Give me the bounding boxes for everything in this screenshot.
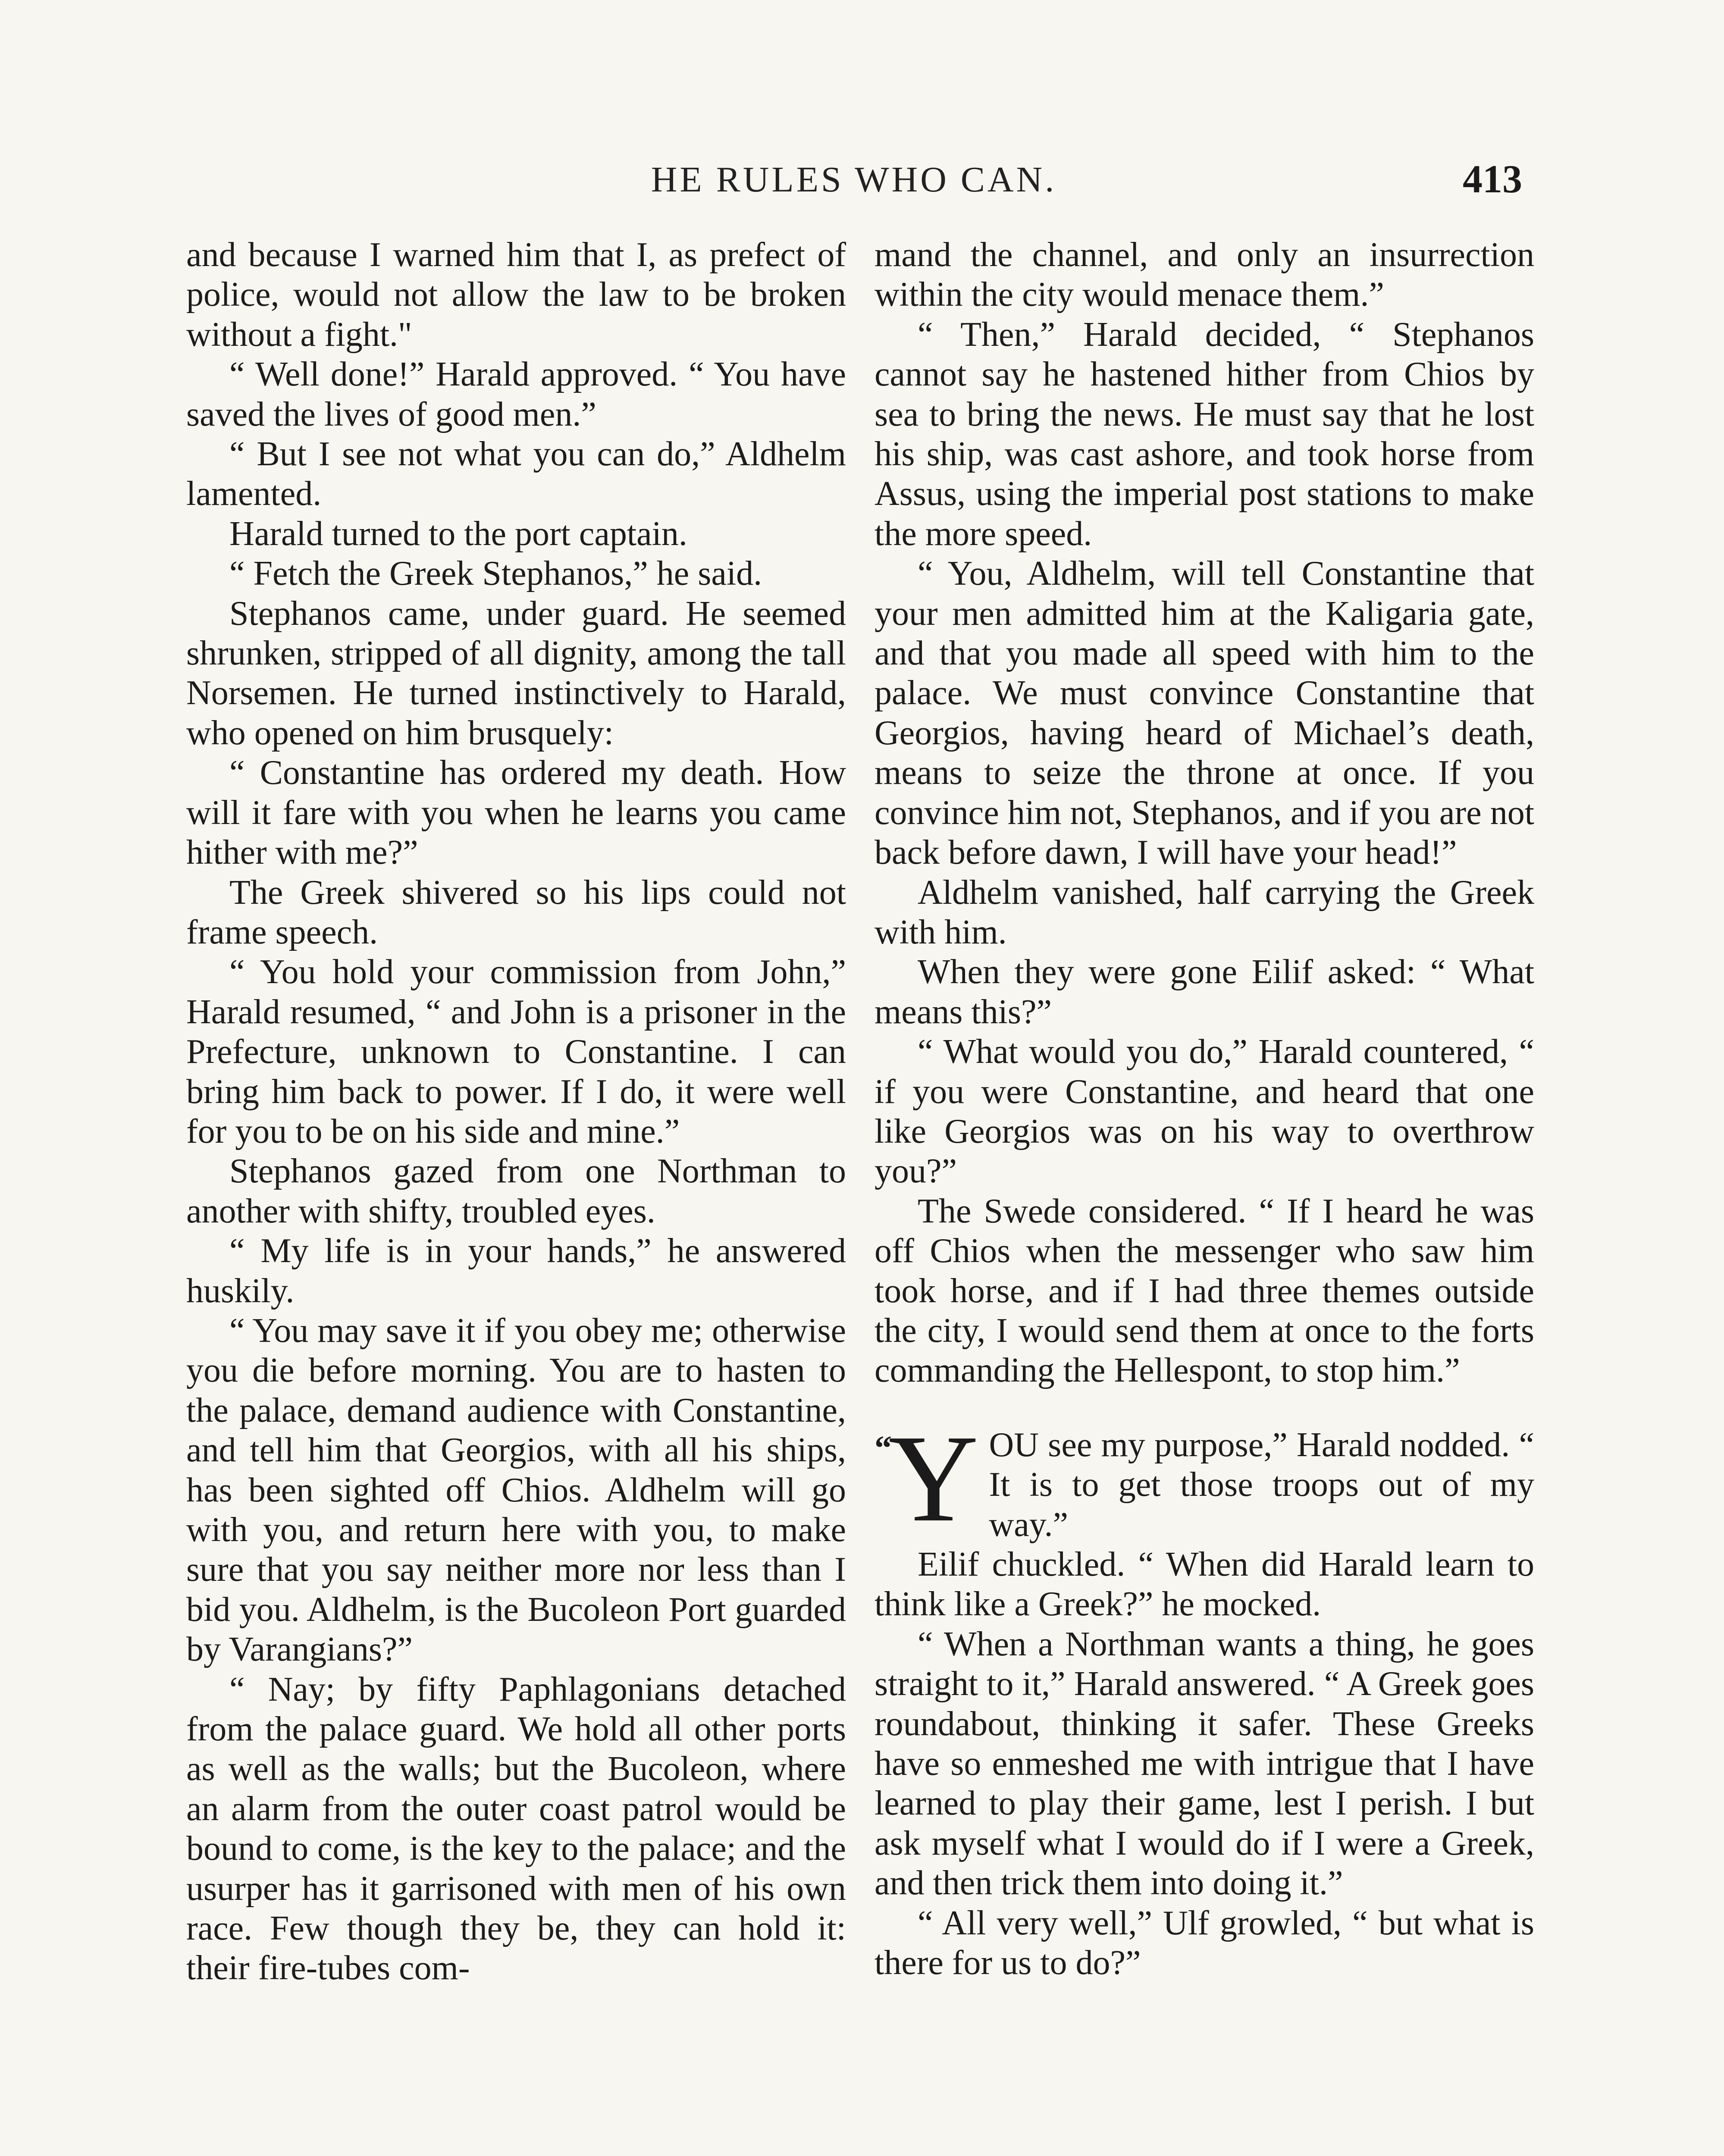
paragraph: Eilif chuckled. “ When did Harald learn to think like a Greek?” he mocked. [875, 1545, 1534, 1623]
paragraph: “ Nay; by fifty Paphlagonians detached from the palace guard. We hold all other ports as well as the walls; but the Bucoleon, where an alarm from the outer coast patrol would be bound to come, is the key to the palace; and the usurper has it garrisoned with men of his own race. Few though they be, they can hold it: their fire-tubes com- [186, 1670, 846, 1987]
page-number: 413 [1463, 157, 1522, 201]
paragraph: “ Well done!” Harald approved. “ You have saved the lives of good men.” [186, 355, 846, 433]
paragraph: Stephanos gazed from one Northman to another with shifty, troubled eyes. [186, 1152, 846, 1230]
right-column [875, 235, 1534, 1983]
running-title: HE RULES WHO CAN. [651, 160, 1057, 200]
paragraph: “ Fetch the Greek Stephanos,” he said. [229, 555, 762, 593]
paragraph: The Greek shivered so his lips could not frame speech. [186, 873, 846, 951]
paragraph: “ But I see not what you can do,” Aldhelm lamented. [186, 435, 846, 513]
paragraph: “ You, Aldhelm, will tell Constantine that your men admitted him at the Kaligaria gate, and that you made all speed with him to the palace. We must convince Constantine that Georgios, having heard of Michael’s death, means to seize the throne at once. If you convince him not, Stephanos, and if you are not back before dawn, I will have your head!” [875, 555, 1534, 872]
running-head [185, 159, 1522, 206]
paragraph: When they were gone Eilif asked: “ What means this?” [875, 953, 1534, 1031]
paragraph: mand the channel, and only an insurrection within the city would menace them.” [875, 236, 1534, 314]
dropcap-text: OU see my purpose,” Harald nodded. “ It is to get those troops out of my way.” [989, 1426, 1534, 1544]
paragraph: “ You may save it if you obey me; otherwise you die before morning. You are to hasten to the palace, demand audience with Constantine, and tell him that Georgios, with all his ships, has been sighted off Chios. Aldhelm will go with you, and return here with you, to make sure that you say neither more nor less than I bid you. Aldhelm, is the Bucoleon Port guarded by Varangians?” [186, 1311, 846, 1669]
left-column [186, 235, 846, 1988]
paragraph: “ My life is in your hands,” he answered huskily. [186, 1232, 846, 1310]
paragraph: “ What would you do,” Harald countered, “ if you were Constantine, and heard that one like Georgios was on his way to overthrow you?” [875, 1033, 1534, 1191]
paragraph: “ You hold your commission from John,” Harald resumed, “ and John is a prisoner in the Prefecture, unknown to Constantine. I can bring him back to power. If I do, it were well for you to be on his side and mine.” [186, 953, 846, 1150]
paragraph: “ All very well,” Ulf growled, “ but what is there for us to do?” [875, 1904, 1534, 1982]
section-opening-paragraph [875, 1409, 1534, 1548]
dropcap-quote: “ [875, 1429, 892, 1467]
paragraph: Stephanos came, under guard. He seemed shrunken, stripped of all dignity, among the tall Norsemen. He turned instinctively to Harald, who opened on him brusquely: [186, 594, 846, 752]
paragraph: and because I warned him that I, as prefect of police, would not allow the law to be broken without a fight." [186, 236, 846, 354]
dropcap-letter: Y [888, 1409, 979, 1548]
paragraph: “ Then,” Harald decided, “ Stephanos cannot say he hastened hither from Chios by sea to bring the news. He must say that he lost his ship, was cast ashore, and took horse from Assus, using the imperial post stations to make the more speed. [875, 315, 1534, 553]
paragraph: “ Constantine has ordered my death. How will it fare with you when he learns you came hither with me?” [186, 754, 846, 872]
paragraph: The Swede considered. “ If I heard he was off Chios when the messenger who saw him took horse, and if I had three themes outside the city, I would send them at once to the forts commanding the Hellespont, to stop him.” [875, 1192, 1534, 1390]
paragraph: Aldhelm vanished, half carrying the Greek with him. [875, 873, 1534, 951]
paragraph: “ When a Northman wants a thing, he goes straight to it,” Harald answered. “ A Greek goes roundabout, thinking it safer. These Greeks have so enmeshed me with intrigue that I have learned to play their game, lest I perish. I but ask myself what I would do if I were a Greek, and then trick them into doing it.” [875, 1625, 1534, 1902]
paragraph: Harald turned to the port captain. [229, 514, 687, 553]
